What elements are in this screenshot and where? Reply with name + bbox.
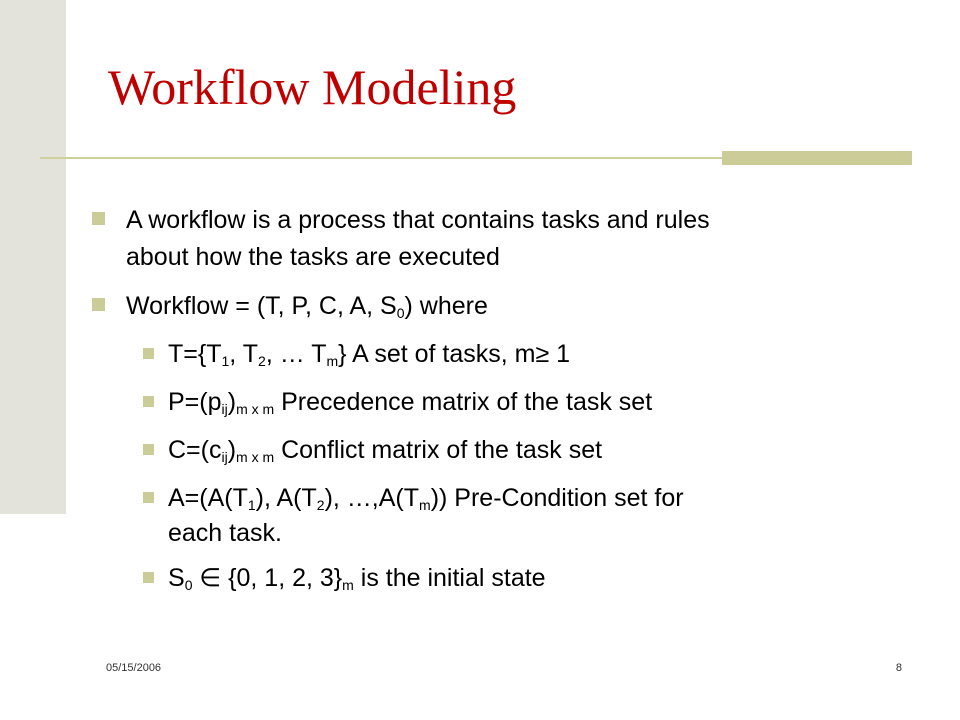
bullet-text-workflow: Workflow = (T, P, C, A, $S_0$) where: [126, 292, 488, 321]
subbullet-marker: [143, 444, 154, 455]
subbullet-conflict: $C=(c_{ij})_{m x m}$ Conflict matrix of the task set: [168, 436, 603, 465]
subbullet-marker: [143, 396, 154, 407]
bullet-marker: [92, 212, 105, 225]
subbullet-precondition-cont: each task.: [168, 519, 282, 547]
left-decor-band: [0, 0, 66, 514]
subbullet-marker: [143, 492, 154, 503]
title-rule-accent: [722, 151, 912, 165]
subbullet-precondition: $A=(A(T_1)$, $A(T_2)$, $\dots,A(T_m)$) Pre-Condition set for: [168, 484, 684, 513]
slide-title: Workflow Modeling: [108, 59, 517, 115]
bullet-text: A workflow is a process that contains tasks and rules: [126, 206, 710, 234]
subbullet-marker: [143, 572, 154, 583]
footer-date: 05/15/2006: [106, 662, 162, 674]
bullet-marker: [92, 298, 105, 311]
page-number: 8: [895, 662, 902, 674]
subbullet-initial-state: $S_0$ ∈ {0, 1, 2, $3\}_m$ is the initial state: [168, 564, 546, 593]
bullet-text-cont: about how the tasks are executed: [126, 243, 500, 271]
subbullet-tasks: $T=\{T_1$, $T_2$, … $T_m$} A set of tasks, m≥ 1: [168, 340, 571, 369]
subbullet-precedence: $P=(p_{ij})_{m x m}$ Precedence matrix of the task set: [168, 388, 653, 417]
subbullet-marker: [143, 348, 154, 359]
